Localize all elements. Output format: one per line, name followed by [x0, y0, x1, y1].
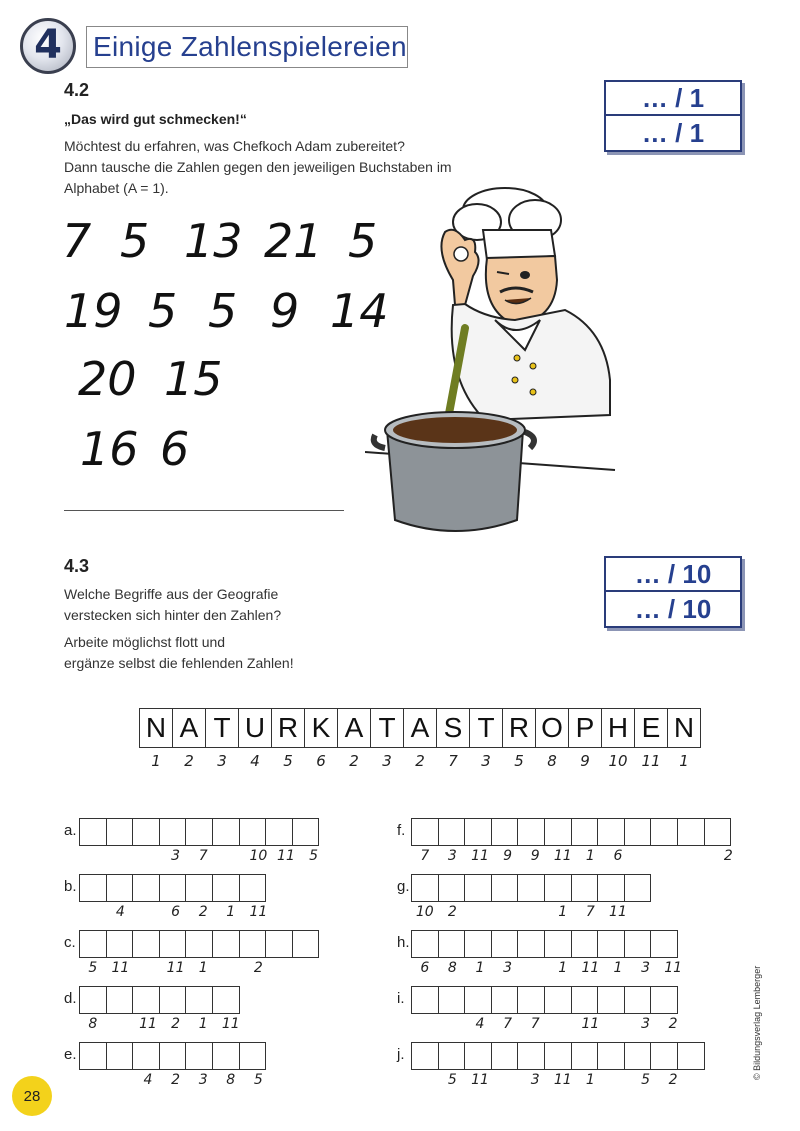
puzzle-number: [494, 1072, 522, 1088]
puzzle-number-row: [411, 848, 742, 864]
answer-cell[interactable]: [597, 986, 625, 1014]
answer-cell[interactable]: [212, 1042, 240, 1070]
answer-cell[interactable]: [624, 1042, 652, 1070]
puzzle-number: 4: [475, 1016, 485, 1032]
answer-cell[interactable]: [597, 874, 625, 902]
answer-cell[interactable]: [571, 874, 599, 902]
key-letter-cell: S: [436, 708, 470, 748]
puzzle-number: 1: [198, 1016, 208, 1032]
puzzle-number: 11: [221, 1016, 240, 1032]
key-number: 3: [481, 752, 491, 770]
answer-cell[interactable]: [411, 874, 439, 902]
puzzle-number: [107, 848, 135, 864]
puzzle-number-row: [411, 1072, 715, 1088]
puzzle-number: 11: [139, 1016, 157, 1032]
task-4-3-instructions: Welche Begriffe aus der Geografie verstecken sich hinter den Zahlen? Arbeite möglichst flott und ergänze selbst die fehlenden Zahlen!: [64, 586, 294, 671]
key-letter-cell: P: [568, 708, 602, 748]
key-letter-cell: T: [370, 708, 404, 748]
answer-cell[interactable]: [265, 930, 293, 958]
key-number: 2: [184, 752, 194, 770]
answer-cell[interactable]: [212, 986, 240, 1014]
answer-cell[interactable]: [239, 1042, 267, 1070]
answer-cell[interactable]: [185, 1042, 213, 1070]
key-number: 1: [151, 752, 161, 770]
puzzle-number: 3: [530, 1072, 540, 1088]
puzzle-answer-row: [412, 1042, 705, 1070]
puzzle-number: 11: [581, 1016, 600, 1032]
puzzle-number-row: [411, 1016, 687, 1032]
key-letter-cell: N: [139, 708, 173, 748]
key-number: 9: [580, 752, 590, 770]
puzzle-number-row: [411, 904, 659, 920]
answer-cell[interactable]: [677, 818, 705, 846]
puzzle-number: [411, 1016, 439, 1032]
puzzle-number: 8: [447, 960, 457, 976]
puzzle-number: 3: [503, 960, 513, 976]
puzzle-answer-row: [412, 986, 678, 1014]
puzzle-answer-row: [80, 986, 240, 1014]
puzzle-number-row: [79, 1072, 272, 1088]
answer-cell[interactable]: [159, 930, 187, 958]
puzzle-number: 6: [420, 960, 430, 976]
answer-cell[interactable]: [411, 818, 439, 846]
answer-cell[interactable]: [624, 986, 652, 1014]
answer-cell[interactable]: [265, 818, 293, 846]
puzzle-number: [79, 1072, 107, 1088]
puzzle-number: [134, 904, 162, 920]
puzzle-number: 6: [171, 904, 181, 920]
puzzle-number: 1: [198, 960, 208, 976]
puzzle-number: 8: [226, 1072, 236, 1088]
puzzle-number: [272, 960, 300, 976]
puzzle-number: 11: [609, 904, 627, 920]
puzzle-number: 11: [553, 1072, 572, 1088]
key-letter-cell: N: [667, 708, 701, 748]
answer-cell[interactable]: [132, 930, 160, 958]
puzzle-number: [107, 1016, 135, 1032]
puzzle-label: c.: [64, 934, 76, 951]
key-letter-cell: A: [403, 708, 437, 748]
puzzle-number: 7: [585, 904, 595, 920]
puzzle-number: 5: [253, 1072, 263, 1088]
answer-cell[interactable]: [212, 818, 240, 846]
puzzle-number: 3: [641, 1016, 650, 1032]
answer-cell[interactable]: [517, 930, 545, 958]
puzzle-number: 4: [143, 1072, 153, 1088]
answer-cell[interactable]: [517, 818, 545, 846]
answer-cell[interactable]: [650, 930, 678, 958]
answer-cell[interactable]: [464, 874, 492, 902]
answer-cell[interactable]: [491, 986, 519, 1014]
puzzle-number: [79, 904, 107, 920]
puzzle-answer-row: [412, 874, 651, 902]
puzzle-number: 11: [553, 848, 572, 864]
puzzle-number: [217, 848, 245, 864]
key-number: 2: [415, 752, 425, 770]
answer-cell[interactable]: [438, 986, 466, 1014]
answer-cell[interactable]: [464, 1042, 492, 1070]
puzzle-number: 3: [171, 848, 181, 864]
key-number: 5: [283, 752, 293, 770]
chef-illustration: [365, 180, 625, 550]
answer-cell[interactable]: [106, 930, 134, 958]
answer-cell[interactable]: [106, 818, 134, 846]
key-letter-cell: T: [469, 708, 503, 748]
puzzle-number: [687, 848, 715, 864]
answer-cell[interactable]: [438, 818, 466, 846]
key-letter-cell: U: [238, 708, 272, 748]
puzzle-label: j.: [397, 1046, 405, 1063]
answer-cell[interactable]: [438, 930, 466, 958]
answer-cell[interactable]: [650, 1042, 678, 1070]
answer-cell[interactable]: [438, 1042, 466, 1070]
key-letter-cell: K: [304, 708, 338, 748]
puzzle-number: 7: [420, 848, 430, 864]
puzzle-label: b.: [64, 878, 77, 895]
puzzle-label: i.: [397, 990, 405, 1007]
puzzle-answer-row: [80, 874, 266, 902]
puzzle-number: 2: [253, 960, 263, 976]
puzzle-number: [79, 848, 107, 864]
page-title: Einige Zahlenspielereien: [86, 26, 408, 68]
puzzle-number: 5: [309, 848, 318, 864]
puzzle-answer-row: [80, 818, 319, 846]
answer-cell[interactable]: [704, 818, 732, 846]
chapter-badge: 4: [20, 18, 76, 74]
answer-cell[interactable]: [517, 986, 545, 1014]
answer-cell[interactable]: [624, 930, 652, 958]
answer-cell[interactable]: [79, 818, 107, 846]
answer-cell[interactable]: [79, 986, 107, 1014]
puzzle-number: [494, 904, 522, 920]
answer-cell[interactable]: [239, 818, 267, 846]
answer-cell[interactable]: [464, 986, 492, 1014]
puzzle-answer-row: [80, 930, 319, 958]
answer-cell[interactable]: [106, 1042, 134, 1070]
key-number: 3: [217, 752, 227, 770]
puzzle-number: 1: [585, 1072, 595, 1088]
puzzle-number-row: [79, 904, 272, 920]
puzzle-label: a.: [64, 822, 77, 839]
answer-cell[interactable]: [239, 874, 267, 902]
answer-cell[interactable]: [597, 818, 625, 846]
puzzle-label: f.: [397, 822, 406, 839]
answer-cell[interactable]: [624, 818, 652, 846]
task-4-3-number: 4.3: [64, 556, 90, 576]
puzzle-number: [604, 1016, 632, 1032]
answer-cell[interactable]: [185, 986, 213, 1014]
puzzle-number: 8: [88, 1016, 98, 1032]
key-letter-cell: R: [502, 708, 536, 748]
puzzle-number: [604, 1072, 632, 1088]
answer-cell[interactable]: [159, 874, 187, 902]
key-letter-cell: H: [601, 708, 635, 748]
task-4-2-instructions: Möchtest du erfahren, was Chefkoch Adam zubereitet? Dann tausche die Zahlen gegen den jeweiligen Buchstaben im Alphabet (A = 1).: [64, 138, 452, 196]
puzzle-label: e.: [64, 1046, 77, 1063]
puzzle-number: 1: [558, 960, 568, 976]
answer-cell[interactable]: [132, 1042, 160, 1070]
answer-cell[interactable]: [159, 818, 187, 846]
answer-cell[interactable]: [411, 986, 439, 1014]
puzzle-number: 2: [198, 904, 208, 920]
key-letter-cell: A: [337, 708, 371, 748]
puzzle-number: 7: [198, 848, 208, 864]
puzzle-number: 1: [558, 904, 568, 920]
puzzle-number: [687, 1072, 715, 1088]
puzzle-number: [411, 1072, 439, 1088]
answer-cell[interactable]: [411, 930, 439, 958]
key-number: 8: [547, 752, 557, 770]
answer-cell[interactable]: [411, 1042, 439, 1070]
puzzle-number: 11: [166, 960, 185, 976]
puzzle-number: 1: [226, 904, 236, 920]
puzzle-label: g.: [397, 878, 410, 895]
score-box-4-2: … / 1 … / 1: [604, 80, 742, 152]
puzzle-number: 5: [447, 1072, 457, 1088]
puzzle-number: 6: [613, 848, 623, 864]
task-4-2-number: 4.2: [64, 80, 90, 100]
answer-cell[interactable]: [624, 874, 652, 902]
puzzle-number: 2: [668, 1072, 678, 1088]
puzzle-number: 11: [277, 848, 295, 864]
answer-cell[interactable]: [292, 930, 320, 958]
puzzle-number: 5: [88, 960, 98, 976]
key-number: 10: [608, 752, 628, 770]
answer-cell[interactable]: [106, 874, 134, 902]
answer-line[interactable]: [64, 510, 344, 511]
answer-cell[interactable]: [544, 986, 572, 1014]
puzzle-number: [107, 1072, 135, 1088]
answer-cell[interactable]: [159, 1042, 187, 1070]
answer-cell[interactable]: [464, 818, 492, 846]
puzzle-number: 5: [641, 1072, 650, 1088]
puzzle-number: 10: [249, 848, 268, 864]
puzzle-number: 3: [447, 848, 457, 864]
puzzle-number: 1: [613, 960, 623, 976]
answer-cell[interactable]: [79, 874, 107, 902]
puzzle-number: 2: [447, 904, 457, 920]
answer-cell[interactable]: [212, 874, 240, 902]
puzzle-number-row: [411, 960, 687, 976]
answer-cell[interactable]: [491, 930, 519, 958]
answer-cell[interactable]: [544, 1042, 572, 1070]
puzzle-number: [134, 848, 162, 864]
puzzle-number: [521, 904, 549, 920]
key-number: 2: [349, 752, 359, 770]
page-number: 28: [12, 1076, 52, 1116]
key-number: 6: [316, 752, 326, 770]
puzzle-number: [632, 848, 660, 864]
puzzle-number: [549, 1016, 577, 1032]
puzzle-number: 11: [249, 904, 268, 920]
puzzle-number: 9: [530, 848, 540, 864]
puzzle-number-row: [79, 848, 327, 864]
answer-cell[interactable]: [106, 986, 134, 1014]
answer-cell[interactable]: [650, 818, 678, 846]
answer-cell[interactable]: [159, 986, 187, 1014]
answer-cell[interactable]: [571, 818, 599, 846]
puzzle-label: h.: [397, 934, 410, 951]
key-letter-cell: E: [634, 708, 668, 748]
answer-cell[interactable]: [185, 818, 213, 846]
answer-cell[interactable]: [650, 986, 678, 1014]
puzzle-number: [134, 960, 162, 976]
puzzle-number: 10: [415, 904, 434, 920]
answer-cell[interactable]: [517, 1042, 545, 1070]
cooking-pot-icon: [374, 412, 534, 531]
puzzle-number: 1: [585, 848, 595, 864]
puzzle-number: [632, 904, 660, 920]
puzzle-number: [300, 960, 328, 976]
puzzle-number: 11: [471, 1072, 489, 1088]
puzzle-number: [466, 904, 494, 920]
answer-cell[interactable]: [544, 930, 572, 958]
answer-cell[interactable]: [597, 1042, 625, 1070]
puzzle-number: 9: [503, 848, 513, 864]
puzzle-number: 7: [530, 1016, 540, 1032]
answer-cell[interactable]: [677, 1042, 705, 1070]
answer-cell[interactable]: [571, 986, 599, 1014]
puzzle-number: 11: [111, 960, 130, 976]
answer-cell[interactable]: [544, 874, 572, 902]
answer-cell[interactable]: [571, 1042, 599, 1070]
answer-cell[interactable]: [438, 874, 466, 902]
puzzle-number-row: [79, 1016, 245, 1032]
puzzle-number: [439, 1016, 467, 1032]
answer-cell[interactable]: [491, 818, 519, 846]
answer-cell[interactable]: [132, 818, 160, 846]
answer-cell[interactable]: [597, 930, 625, 958]
answer-cell[interactable]: [132, 986, 160, 1014]
key-letter-cell: A: [172, 708, 206, 748]
answer-cell[interactable]: [544, 818, 572, 846]
letter-key-row: [140, 708, 701, 748]
answer-cell[interactable]: [292, 818, 320, 846]
task-4-2-heading: „Das wird gut schmecken!“: [64, 111, 247, 127]
key-number: 1: [679, 752, 689, 770]
puzzle-answer-row: [412, 930, 678, 958]
puzzle-number: 1: [475, 960, 485, 976]
puzzle-answer-row: [80, 1042, 266, 1070]
answer-cell[interactable]: [491, 1042, 519, 1070]
answer-cell[interactable]: [185, 930, 213, 958]
answer-cell[interactable]: [571, 930, 599, 958]
puzzle-number: [659, 848, 687, 864]
answer-cell[interactable]: [79, 930, 107, 958]
answer-cell[interactable]: [79, 1042, 107, 1070]
key-letter-cell: O: [535, 708, 569, 748]
puzzle-answer-row: [412, 818, 731, 846]
puzzle-number-row: [79, 960, 327, 976]
puzzle-number: 2: [171, 1016, 181, 1032]
answer-cell[interactable]: [464, 930, 492, 958]
key-number: 7: [448, 752, 458, 770]
key-letter-cell: T: [205, 708, 239, 748]
puzzle-number: 3: [198, 1072, 208, 1088]
puzzle-number: [521, 960, 549, 976]
key-letter-cell: R: [271, 708, 305, 748]
puzzle-number: 11: [664, 960, 683, 976]
answer-cell[interactable]: [517, 874, 545, 902]
score-box-4-3: … / 10 … / 10: [604, 556, 742, 628]
puzzle-number: 2: [723, 848, 733, 864]
key-number: 3: [382, 752, 392, 770]
puzzle-number: 7: [503, 1016, 513, 1032]
puzzle-number: 3: [641, 960, 650, 976]
puzzle-number: [217, 960, 245, 976]
puzzle-number: 2: [171, 1072, 181, 1088]
answer-cell[interactable]: [185, 874, 213, 902]
copyright-notice: © Bildungsverlag Lemberger: [752, 965, 762, 1080]
puzzle-label: d.: [64, 990, 77, 1007]
puzzle-number: 2: [668, 1016, 678, 1032]
puzzle-number: 11: [581, 960, 600, 976]
puzzle-number: 4: [115, 904, 125, 920]
key-number: 5: [514, 752, 524, 770]
puzzle-number: 11: [471, 848, 489, 864]
answer-cell[interactable]: [239, 930, 267, 958]
answer-cell[interactable]: [491, 874, 519, 902]
answer-cell[interactable]: [132, 874, 160, 902]
key-number: 11: [641, 752, 661, 770]
answer-cell[interactable]: [212, 930, 240, 958]
key-number: 4: [250, 752, 260, 770]
